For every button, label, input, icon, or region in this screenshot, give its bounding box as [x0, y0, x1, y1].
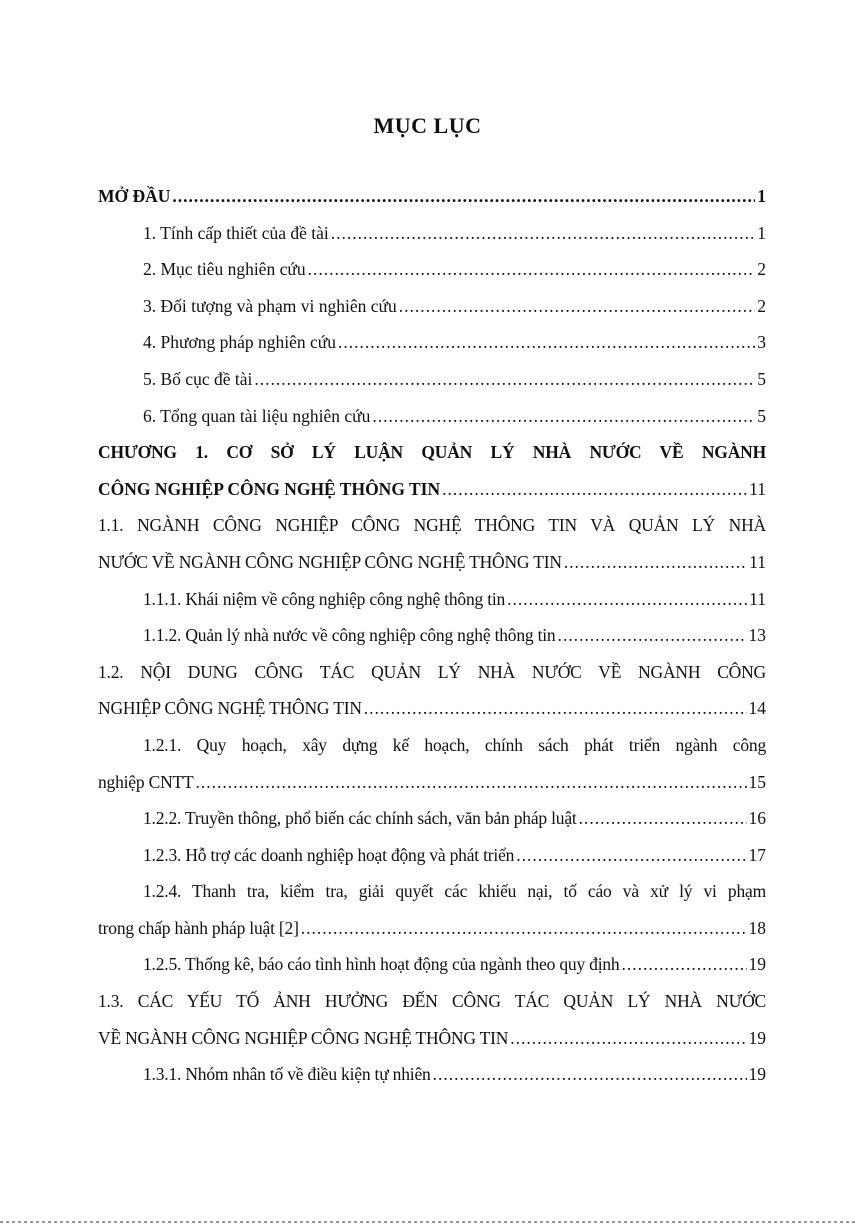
dot-leader: [510, 1020, 746, 1057]
toc-page-number: 16: [748, 808, 766, 829]
toc-entry-title-line1: 1.2.1. Quy hoạch, xây dựng kế hoạch, chính sách phát triển ngành công: [143, 734, 766, 755]
dot-leader: [507, 581, 747, 618]
toc-entry-1-2-1-line1[interactable]: [98, 727, 766, 764]
dot-leader: [372, 398, 755, 435]
dot-leader: [364, 690, 747, 727]
toc-page-number: 17: [748, 844, 766, 865]
toc-entry-title: 5. Bố cục đề tài: [143, 368, 253, 389]
dot-leader: [579, 800, 747, 837]
dot-leader: [301, 910, 747, 947]
page-bottom-edge: [0, 1221, 855, 1223]
dot-leader: [557, 617, 746, 654]
dot-leader: [516, 837, 746, 874]
toc-entry-title: NƯỚC VỀ NGÀNH CÔNG NGHIỆP CÔNG NGHỆ THÔNG TIN: [98, 551, 562, 572]
toc-entry-1-1[interactable]: [98, 544, 766, 581]
toc-entry-1-1-1[interactable]: [98, 581, 766, 618]
dot-leader: [442, 471, 747, 508]
toc-entry-title-line1: CHƯƠNG 1. CƠ SỞ LÝ LUẬN QUẢN LÝ NHÀ NƯỚC VỀ NGÀNH: [98, 442, 766, 463]
toc-page-number: 1: [757, 222, 766, 243]
dot-leader: [399, 288, 756, 325]
toc-entry-1-2-4[interactable]: [98, 910, 766, 947]
toc-entry-title: MỞ ĐẦU: [98, 186, 171, 206]
toc-entry-title: 1.2.2. Truyền thông, phổ biến các chính sách, văn bản pháp luật: [143, 808, 577, 829]
toc-page-number: 15: [748, 771, 766, 792]
toc-entry-title-line1: 1.3. CÁC YẾU TỐ ẢNH HƯỞNG ĐẾN CÔNG TÁC QUẢN LÝ NHÀ NƯỚC: [98, 991, 766, 1012]
toc-page-number: 19: [748, 1027, 766, 1048]
toc-entry-1-2-2[interactable]: [98, 800, 766, 837]
toc-entry-chapter-1[interactable]: [98, 471, 766, 508]
toc-page-number: 5: [757, 368, 766, 389]
dot-leader: [254, 361, 755, 398]
toc-entry-1-3-1[interactable]: [98, 1056, 766, 1093]
toc-entry-1[interactable]: [98, 215, 766, 252]
dot-leader: [564, 544, 747, 581]
dot-leader: [331, 215, 755, 252]
toc-entry-1-2-5[interactable]: [98, 946, 766, 983]
toc-entry-title: trong chấp hành pháp luật [2]: [98, 917, 299, 938]
toc-page-number: 11: [749, 588, 766, 609]
toc-page-number: 19: [748, 954, 766, 975]
dot-leader: [172, 178, 755, 215]
toc-page-number: 2: [757, 295, 766, 316]
toc-entry-title: 1.3.1. Nhóm nhân tố về điều kiện tự nhiên: [143, 1064, 431, 1085]
toc-entry-1-1-2[interactable]: [98, 617, 766, 654]
toc-entry-3[interactable]: [98, 288, 766, 325]
toc-entry-title: VỀ NGÀNH CÔNG NGHIỆP CÔNG NGHỆ THÔNG TIN: [98, 1027, 509, 1048]
toc-page-number: 3: [757, 332, 766, 353]
toc-entry-1-2-line1[interactable]: [98, 654, 766, 691]
toc-page-number: 5: [757, 405, 766, 426]
toc-entry-1-3[interactable]: [98, 1020, 766, 1057]
toc-page-number: 2: [757, 259, 766, 280]
toc-entry-6[interactable]: [98, 398, 766, 435]
toc-entry-1-2-1[interactable]: [98, 764, 766, 801]
toc-entry-title: 4. Phương pháp nghiên cứu: [143, 332, 336, 353]
toc-page-number: 19: [748, 1064, 766, 1085]
toc-entry-chapter-1-line1[interactable]: [98, 434, 766, 471]
toc-entry-1-2-4-line1[interactable]: [98, 873, 766, 910]
toc-page-number: 11: [749, 478, 766, 499]
toc-entry-2[interactable]: [98, 251, 766, 288]
dot-leader: [308, 251, 756, 288]
toc-page-number: 18: [748, 917, 766, 938]
toc-entry-title: CÔNG NGHIỆP CÔNG NGHỆ THÔNG TIN: [98, 478, 441, 499]
toc-entry-title: 1.2.3. Hỗ trợ các doanh nghiệp hoạt động và phát triển: [143, 844, 515, 865]
toc-entry-title: 2. Mục tiêu nghiên cứu: [143, 259, 306, 280]
dot-leader: [196, 764, 747, 801]
toc-entry-title: 1. Tính cấp thiết của đề tài: [143, 222, 329, 243]
toc-entry-title: 3. Đối tượng và phạm vi nghiên cứu: [143, 295, 397, 316]
toc-entry-title: 1.2.5. Thống kê, báo cáo tình hình hoạt động của ngành theo quy định: [143, 954, 620, 975]
toc-entry-title: 1.1.1. Khái niệm về công nghiệp công nghệ thông tin: [143, 588, 506, 609]
toc-page-number: 1: [757, 186, 766, 206]
toc-page-number: 11: [749, 551, 766, 572]
toc-entry-1-1-line1[interactable]: [98, 507, 766, 544]
toc-entry-title: NGHIỆP CÔNG NGHỆ THÔNG TIN: [98, 698, 362, 719]
table-of-contents: [98, 178, 766, 1093]
toc-entry-4[interactable]: [98, 324, 766, 361]
toc-entry-1-2-3[interactable]: [98, 837, 766, 874]
toc-entry-intro[interactable]: [98, 178, 766, 215]
toc-entry-title-line1: 1.2. NỘI DUNG CÔNG TÁC QUẢN LÝ NHÀ NƯỚC VỀ NGÀNH CÔNG: [98, 661, 766, 682]
toc-entry-title: 6. Tổng quan tài liệu nghiên cứu: [143, 405, 371, 426]
dot-leader: [621, 946, 746, 983]
toc-page-number: 13: [748, 625, 766, 646]
toc-entry-1-2[interactable]: [98, 690, 766, 727]
toc-entry-title-line1: 1.1. NGÀNH CÔNG NGHIỆP CÔNG NGHỆ THÔNG TIN VÀ QUẢN LÝ NHÀ: [98, 515, 766, 536]
toc-entry-1-3-line1[interactable]: [98, 983, 766, 1020]
toc-entry-title: 1.1.2. Quản lý nhà nước về công nghiệp công nghệ thông tin: [143, 625, 556, 646]
toc-entry-title: nghiệp CNTT: [98, 771, 194, 792]
dot-leader: [338, 324, 755, 361]
toc-entry-5[interactable]: [98, 361, 766, 398]
dot-leader: [433, 1056, 747, 1093]
toc-page-number: 14: [748, 698, 766, 719]
page-title: MỤC LỤC: [373, 113, 482, 138]
toc-entry-title-line1: 1.2.4. Thanh tra, kiểm tra, giải quyết các khiếu nại, tố cáo và xử lý vi phạm: [143, 881, 766, 902]
